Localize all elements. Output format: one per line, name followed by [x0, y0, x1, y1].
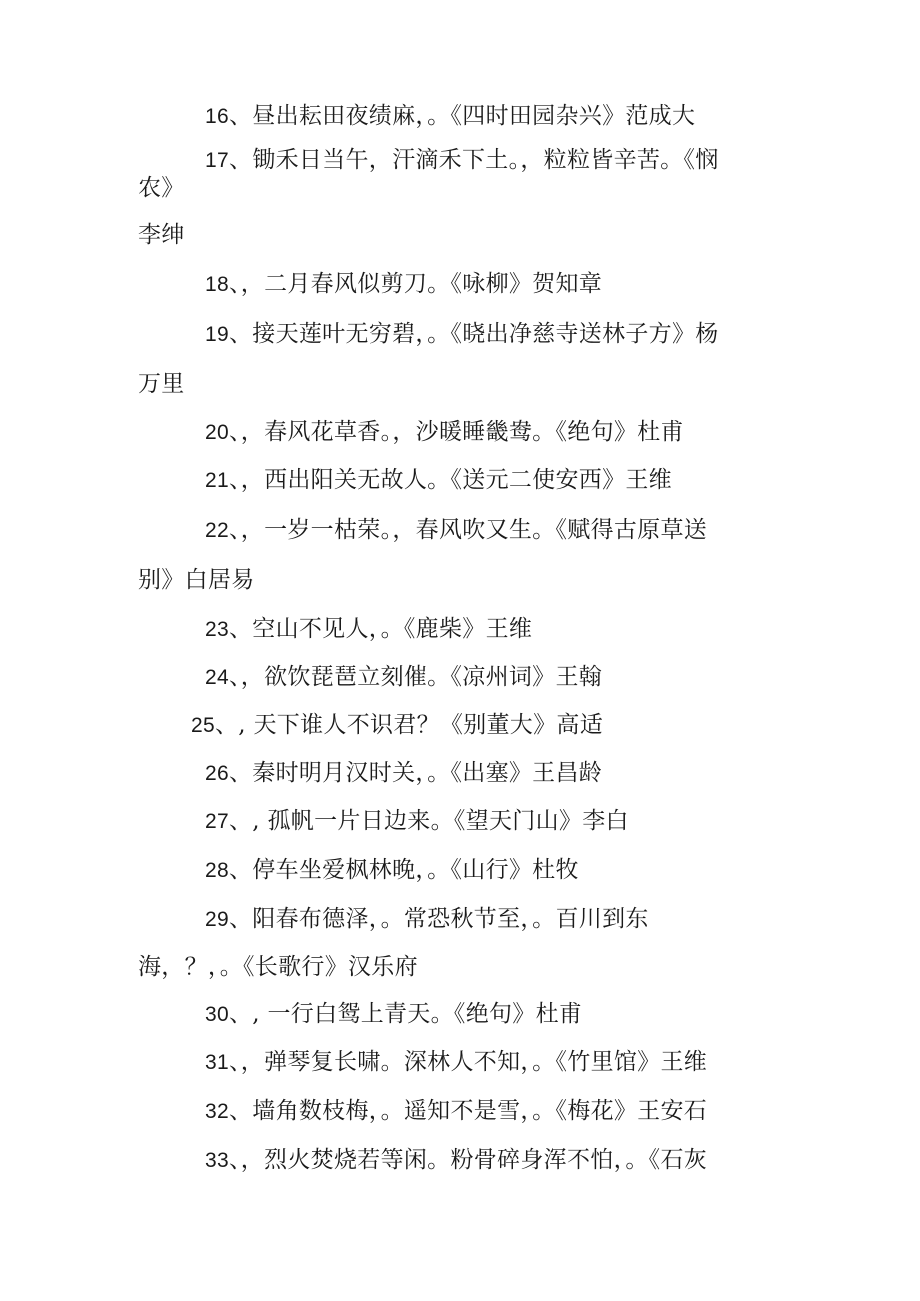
item-number: 18 [205, 273, 229, 296]
line-18 [205, 269, 602, 300]
item-text: 万里 [138, 371, 185, 397]
line-17-cont-1 [138, 173, 185, 203]
item-number: 20 [205, 421, 229, 444]
line-20 [205, 417, 684, 448]
item-number: 31 [205, 1051, 229, 1074]
item-number: 28 [205, 859, 229, 882]
item-text: 、墙角数枝梅，。遥知不是雪，。《梅花》王安石 [228, 1098, 708, 1124]
item-text: 别》白居易 [138, 567, 255, 593]
line-22-cont [138, 565, 255, 595]
item-number: 30 [205, 1003, 229, 1026]
item-number: 21 [205, 469, 229, 492]
line-31 [205, 1047, 707, 1078]
item-number: 22 [205, 519, 229, 542]
item-number: 26 [205, 762, 229, 785]
item-number: 16 [205, 105, 229, 128]
item-text: 、, 一行白鸳上青天。《绝句》杜甫 [228, 1001, 583, 1027]
line-17-cont-2 [138, 220, 185, 250]
line-33 [205, 1145, 707, 1176]
item-text: 、, 孤帆一片日边来。《望天门山》李白 [228, 808, 629, 834]
line-16 [205, 101, 695, 132]
item-number: 17 [205, 149, 229, 172]
item-text: 、，春风花草香。，沙暖睡畿鸯。《绝句》杜甫 [228, 419, 684, 445]
item-text: 、，西出阳关无故人。《送元二使安西》王维 [228, 467, 672, 493]
line-28 [205, 855, 579, 886]
item-text: 、昼出耘田夜绩麻，。《四时田园杂兴》范成大 [228, 103, 696, 129]
item-text: 、停车坐爱枫林晚，。《山行》杜牧 [228, 857, 579, 883]
line-26 [205, 758, 602, 789]
item-number: 24 [205, 666, 229, 689]
item-text: 海，？，。《长歌行》汉乐府 [138, 954, 418, 980]
item-text: 、锄禾日当午，汗滴禾下土。，粒粒皆辛苦。《悯 [228, 147, 719, 173]
line-32 [205, 1096, 707, 1127]
item-number: 32 [205, 1100, 229, 1123]
item-number: 25 [191, 714, 215, 737]
item-number: 23 [205, 618, 229, 641]
line-25 [191, 710, 603, 741]
item-number: 27 [205, 810, 229, 833]
item-text: 、, 天下谁人不识君？《别董大》高适 [214, 712, 603, 738]
line-19 [205, 319, 719, 350]
line-30 [205, 999, 582, 1030]
item-text: 农》 [138, 175, 185, 201]
item-text: 、，二月春风似剪刀。《咏柳》贺知章 [228, 271, 603, 297]
item-number: 29 [205, 908, 229, 931]
item-text: 、阳春布德泽，。常恐秋节至，。百川到东 [228, 906, 649, 932]
item-text: 、，烈火焚烧若等闲。粉骨碎身浑不怕，。《石灰 [228, 1147, 708, 1173]
item-text: 、，欲饮琵琶立刻催。《凉州词》王翰 [228, 664, 603, 690]
line-24 [205, 662, 602, 693]
line-29 [205, 904, 649, 935]
item-text: 、秦时明月汉时关，。《出塞》王昌龄 [228, 760, 603, 786]
item-number: 33 [205, 1149, 229, 1172]
line-21 [205, 465, 672, 496]
line-22 [205, 515, 707, 546]
item-text: 、空山不见人，。《鹿柴》王维 [228, 616, 533, 642]
line-29-cont [138, 952, 418, 982]
item-number: 19 [205, 323, 229, 346]
item-text: 、接天莲叶无穷碧，。《晓出净慈寺送林子方》杨 [228, 321, 719, 347]
item-text: 李绅 [138, 222, 185, 248]
line-17 [205, 145, 719, 176]
line-19-cont [138, 369, 185, 399]
item-text: 、，一岁一枯荣。，春风吹又生。《赋得古原草送 [228, 517, 708, 543]
line-23 [205, 614, 532, 645]
item-text: 、，弹琴复长啸。深林人不知，。《竹里馆》王维 [228, 1049, 708, 1075]
line-27 [205, 806, 629, 837]
